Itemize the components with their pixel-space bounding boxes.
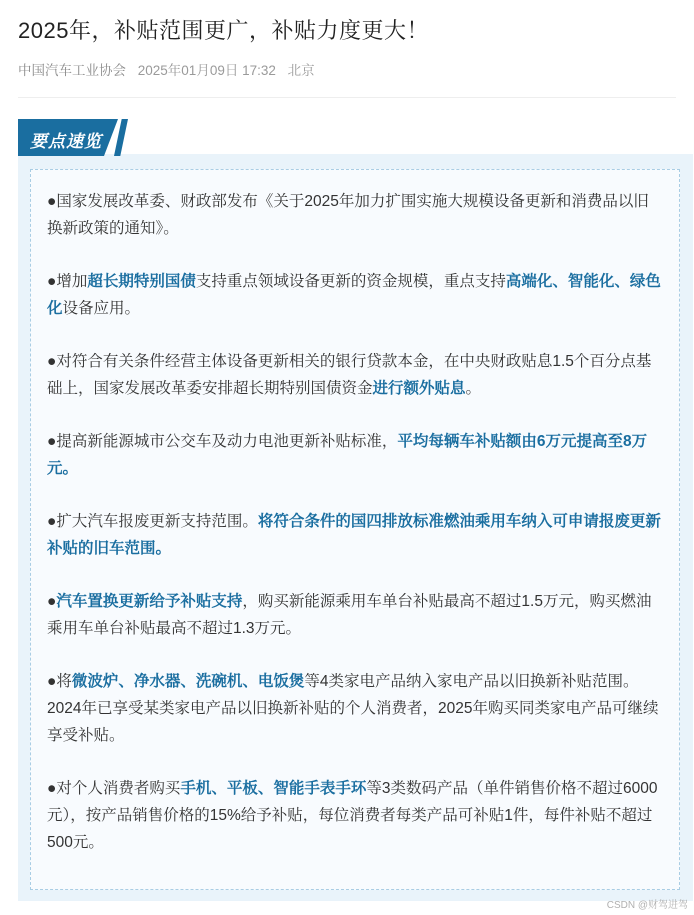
key-point-item [47,668,663,749]
key-point-text: ●对符合有关条件经营主体设备更新相关的银行贷款本金，在中央财政贴息1.5个百分点基础上，国家发展改革委安排超长期特别国债资金 [47,353,652,397]
key-point-item [47,348,663,402]
section-badge [18,119,128,156]
key-point-text: ● [47,593,57,610]
key-point-item [47,775,663,856]
key-point-text: ●对个人消费者购买 [47,780,181,797]
key-point-text: 设备应用。 [62,300,141,317]
key-point-item [47,508,663,562]
article-location: 北京 [287,63,315,78]
key-points-panel [18,154,693,901]
key-point-text: 等4类家电产品纳入家电产品以旧换新补贴范围。2024年已享受某类家电产品以旧换新补贴的个人消费者，2025年购买同类家电产品可继续享受补贴。 [47,673,659,744]
key-point-highlight: 平均每辆车补贴额由6万元提高至8万元。 [47,433,648,477]
article-source[interactable]: 中国汽车工业协会 [18,63,126,78]
key-point-highlight: 超长期特别国债 [87,273,196,290]
key-point-item [47,588,663,642]
key-point-text: ●将 [47,673,72,690]
key-point-highlight: 进行额外贴息 [372,380,466,397]
key-point-text: ●增加 [47,273,88,290]
key-point-item [47,268,663,322]
key-point-text: ●国家发展改革委、财政部发布《关于2025年加力扩围实施大规模设备更新和消费品以旧换新政策的通知》。 [47,193,649,237]
key-point-text: 。 [465,380,482,397]
badge-stripe [114,119,128,156]
key-point-highlight: 将符合条件的国四排放标准燃油乘用车纳入可申请报废更新补贴的旧车范围。 [47,513,661,557]
header-divider [18,97,676,98]
article-title: 2025年，补贴范围更广，补贴力度更大！ [18,18,429,43]
key-point-highlight: 高端化、智能化、绿色化 [47,273,661,317]
key-point-highlight: 微波炉、净水器、洗碗机、电饭煲 [71,673,305,690]
article-meta [18,59,323,79]
footer-watermark: CSDN @财驾进驾 [606,900,688,911]
key-point-text: ●提高新能源城市公交车及动力电池更新补贴标准， [47,433,398,450]
key-point-text: ●扩大汽车报废更新支持范围。 [47,513,258,530]
key-points-box [30,169,680,890]
section-label: 要点速览 [30,132,102,151]
key-point-item [47,428,663,482]
key-point-text: 支持重点领域设备更新的资金规模，重点支持 [195,273,506,290]
key-point-text: 等3类数码产品（单件销售价格不超过6000元），按产品销售价格的15%给予补贴，每位消费者每类产品可补贴1件，每件补贴不超过500元。 [47,780,658,851]
key-point-highlight: 手机、平板、智能手表手环 [180,780,367,797]
article-datetime: 2025年01月09日 17:32 [137,63,276,78]
key-point-text: ，购买新能源乘用车单台补贴最高不超过1.5万元，购买燃油乘用车单台补贴最高不超过1.3万元。 [47,593,652,637]
key-points-list [31,170,679,856]
key-point-highlight: 汽车置换更新给予补贴支持 [56,593,243,610]
key-point-item [47,188,663,242]
